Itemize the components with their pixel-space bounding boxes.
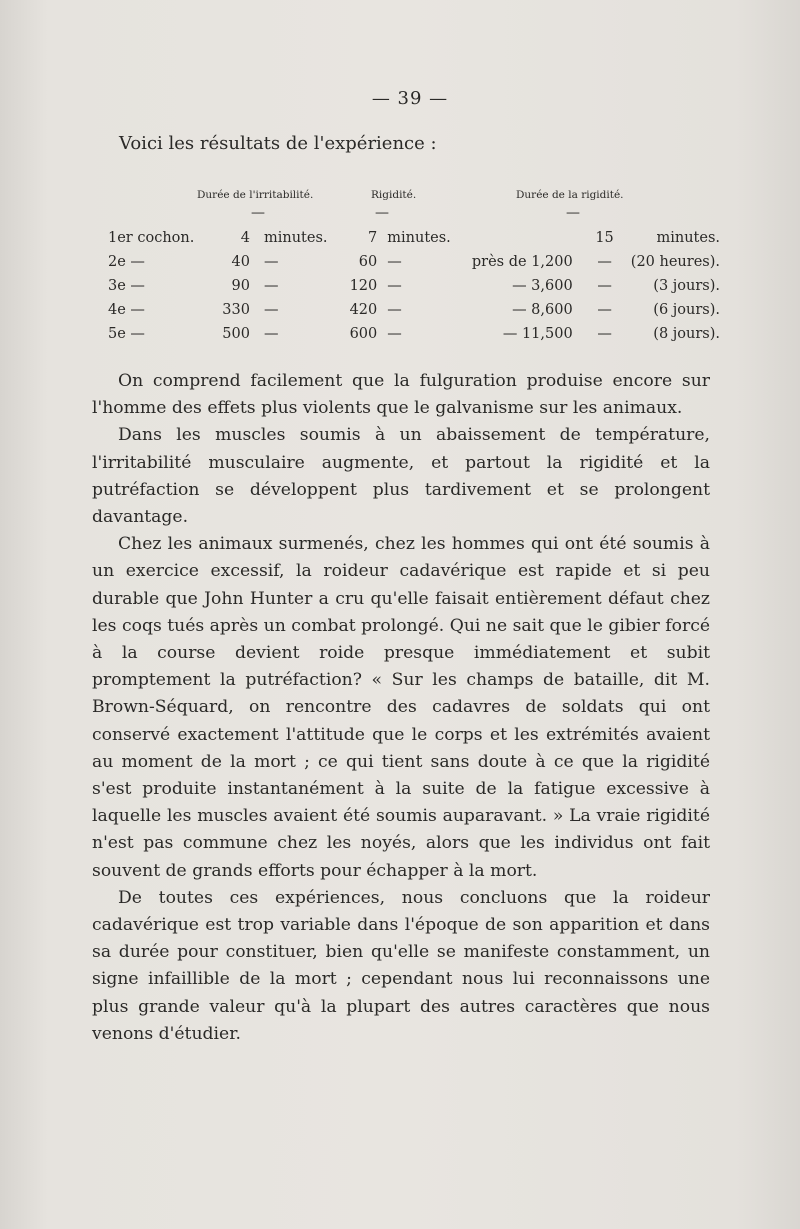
table-cell: (20 heures).: [630, 254, 720, 270]
table-cell: 120: [349, 278, 378, 294]
table-cell: près de 1,200: [471, 254, 573, 270]
table-cell: 500: [222, 326, 250, 342]
table-cell: —: [387, 254, 402, 270]
table-cell: minutes.: [656, 230, 720, 246]
table-cell: — 11,500: [502, 326, 573, 342]
table-cell: 90: [231, 278, 250, 294]
table-cell: minutes.: [263, 230, 328, 246]
table-cell: 330: [222, 302, 250, 318]
table-cell: —: [597, 302, 612, 318]
table-cell: —: [597, 254, 612, 270]
table-cell: minutes.: [387, 230, 451, 246]
table-cell: 40: [231, 254, 250, 270]
table-cell: 4: [240, 230, 250, 246]
table-cell: (3 jours).: [653, 278, 720, 294]
table-row: [108, 250, 720, 274]
table-cell: 15: [595, 230, 614, 246]
header-rigidity-duration: Durée de la rigidité.: [516, 189, 624, 201]
body-text: [92, 368, 710, 1048]
table-cell: 420: [349, 302, 378, 318]
table-cell: (6 jours).: [653, 302, 720, 318]
table-cell: 600: [349, 326, 378, 342]
table-cell: —: [387, 278, 402, 294]
table-cell: —: [597, 278, 612, 294]
paragraph: On comprend facilement que la fulguration produise encore sur l'homme des effets plus violents que le galvanisme sur les animaux.: [92, 371, 710, 419]
intro-line: Voici les résultats de l'expérience :: [119, 133, 437, 154]
table-row: [108, 226, 720, 250]
table-cell: 60: [358, 254, 378, 270]
table-cell: 2e —: [108, 254, 145, 270]
table-cell: — 3,600: [512, 278, 573, 294]
table-cell: —: [597, 326, 612, 342]
header-dash: —: [251, 205, 265, 221]
table-cell: — 8,600: [512, 302, 573, 318]
table-row: [108, 298, 720, 322]
paragraph: De toutes ces expériences, nous concluons que la roideur cadavérique est trop variable dans l'époque de son apparition et dans sa durée pour constituer, bien qu'elle se manifeste constamment, un signe infaillible de la mort ; cependant nous lui reconnaissons une plus grande valeur qu'à la plupart des autres caractères que nous venons d'étudier.: [92, 887, 710, 1044]
table-row: [108, 322, 720, 346]
table-cell: —: [263, 302, 279, 318]
paragraph: Chez les animaux surmenés, chez les hommes qui ont été soumis à un exercice excessif, la roideur cadavérique est rapide et si peu durable que John Hunter a cru qu'elle faisait entièrement défaut chez les coqs tués après un combat prolongé. Qui ne sait que le gibier forcé à la course devient roide presque immédiatement et subit promptement la putréfaction? « Sur les champs de bataille, dit M. Brown-Séquard, on rencontre des cadavres de soldats qui ont conservé exactement l'attitude que le corps et les extrémités avaient au moment de la mort ; ce qui tient sans doute à ce que la rigidité s'est produite instantanément à la suite de la fatigue excessive à laquelle les muscles avaient été soumis auparavant. » La vraie rigidité n'est pas commune chez les noyés, alors que les individus ont fait souvent de grands efforts pour échapper à la mort.: [92, 534, 710, 881]
header-dash: —: [375, 205, 389, 221]
table-cell: 3e —: [108, 278, 145, 294]
header-dash: —: [566, 205, 580, 221]
table-cell: 1er cochon.: [108, 230, 195, 246]
results-table: [108, 226, 720, 346]
table-cell: —: [387, 326, 402, 342]
table-cell: 5e —: [108, 326, 145, 342]
table-cell: 7: [368, 230, 378, 246]
header-irritability: Durée de l'irritabilité.: [197, 189, 314, 201]
table-cell: —: [387, 302, 402, 318]
page-number: — 39 —: [371, 88, 449, 109]
table-cell: —: [263, 326, 279, 342]
paragraph: Dans les muscles soumis à un abaissement de température, l'irritabilité musculaire augmente, et partout la rigidité et la putréfaction se développent plus tardivement et se prolongent davantage.: [92, 425, 710, 528]
table-cell: —: [263, 254, 279, 270]
table-cell: [456, 226, 581, 250]
table-cell: —: [263, 278, 279, 294]
table-cell: 4e —: [108, 302, 145, 318]
table-row: [108, 274, 720, 298]
table-cell: (8 jours).: [653, 326, 720, 342]
header-rigidity: Rigidité.: [371, 189, 417, 201]
